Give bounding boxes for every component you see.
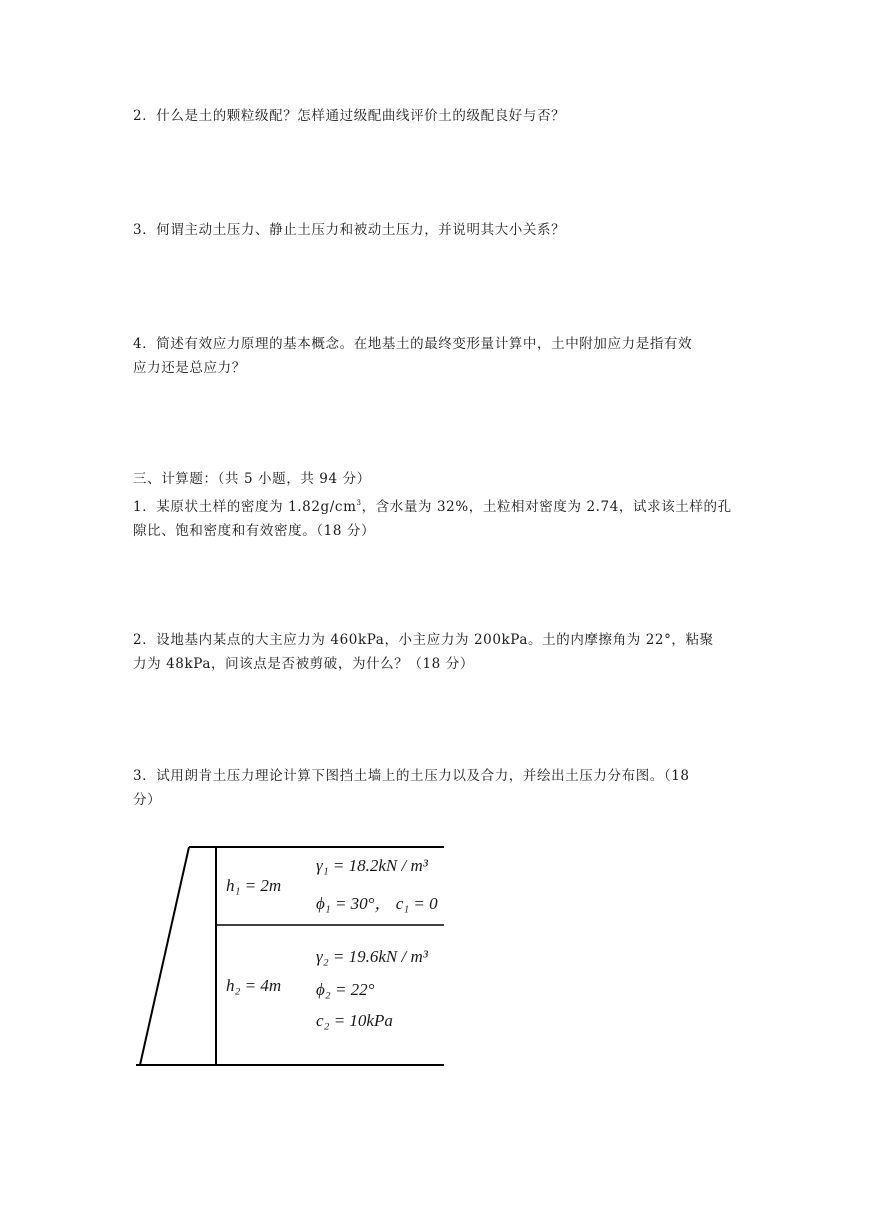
calc-question-3-line1: 3．试用朗肯土压力理论计算下图挡土墙上的土压力以及合力，并绘出土压力分布图。（18 (133, 768, 690, 784)
layer1-unit-weight: γ₁ = 18.2kN / m³ (316, 856, 428, 875)
calc-question-1-line2: 隙比、饱和密度和有效密度。（18 分） (133, 523, 376, 539)
question-text-line1: 4．简述有效应力原理的基本概念。在地基土的最终变形量计算中，土中附加应力是指有效 (133, 336, 693, 352)
question-4-effective-stress (133, 332, 743, 380)
question-text: 3．何谓主动土压力、静止土压力和被动土压力，并说明其大小关系？ (133, 222, 566, 238)
retaining-wall-figure (134, 843, 446, 1071)
question-text: 2．什么是土的颗粒级配？怎样通过级配曲线评价土的级配良好与否？ (133, 108, 566, 124)
layer2-unit-weight: γ₂ = 19.6kN / m³ (316, 947, 428, 966)
layer1-friction-cohesion: ϕ₁ = 30°， c₁ = 0 (316, 894, 438, 913)
layer2-height: h₂ = 4m (226, 976, 282, 995)
calc-question-1-line1 (133, 491, 743, 519)
question-text-line2: 应力还是总应力？ (133, 360, 246, 376)
calc-question-2-line1: 2．设地基内某点的大主应力为 460kPa，小主应力为 200kPa。土的内摩擦角为 22°，粘聚 (133, 632, 714, 648)
layer2-cohesion: c₂ = 10kPa (316, 1011, 393, 1030)
layer1-height: h₁ = 2m (226, 876, 282, 895)
section-3-calculation (133, 467, 743, 543)
question-2-grading (133, 104, 743, 128)
wall-back-face (140, 847, 189, 1065)
layer2-friction-angle: ϕ₂ = 22° (316, 980, 375, 999)
question-3-earth-pressure (133, 218, 743, 242)
calc-question-2-line2: 力为 48kPa，问该点是否被剪破，为什么？（18 分） (133, 656, 474, 672)
superscript-3: 3 (356, 499, 362, 507)
calc-question-2 (133, 628, 743, 676)
calc-question-3 (133, 764, 743, 812)
calc-q1-text-b: ，含水量为 32%，土粒相对密度为 2.74，试求该土样的孔 (361, 499, 732, 515)
calc-question-3-line2: 分） (133, 792, 162, 808)
calc-q1-text-a: 1．某原状土样的密度为 1.82g/cm (133, 499, 357, 515)
section-title: 三、计算题：（共 5 小题，共 94 分） (133, 471, 371, 487)
